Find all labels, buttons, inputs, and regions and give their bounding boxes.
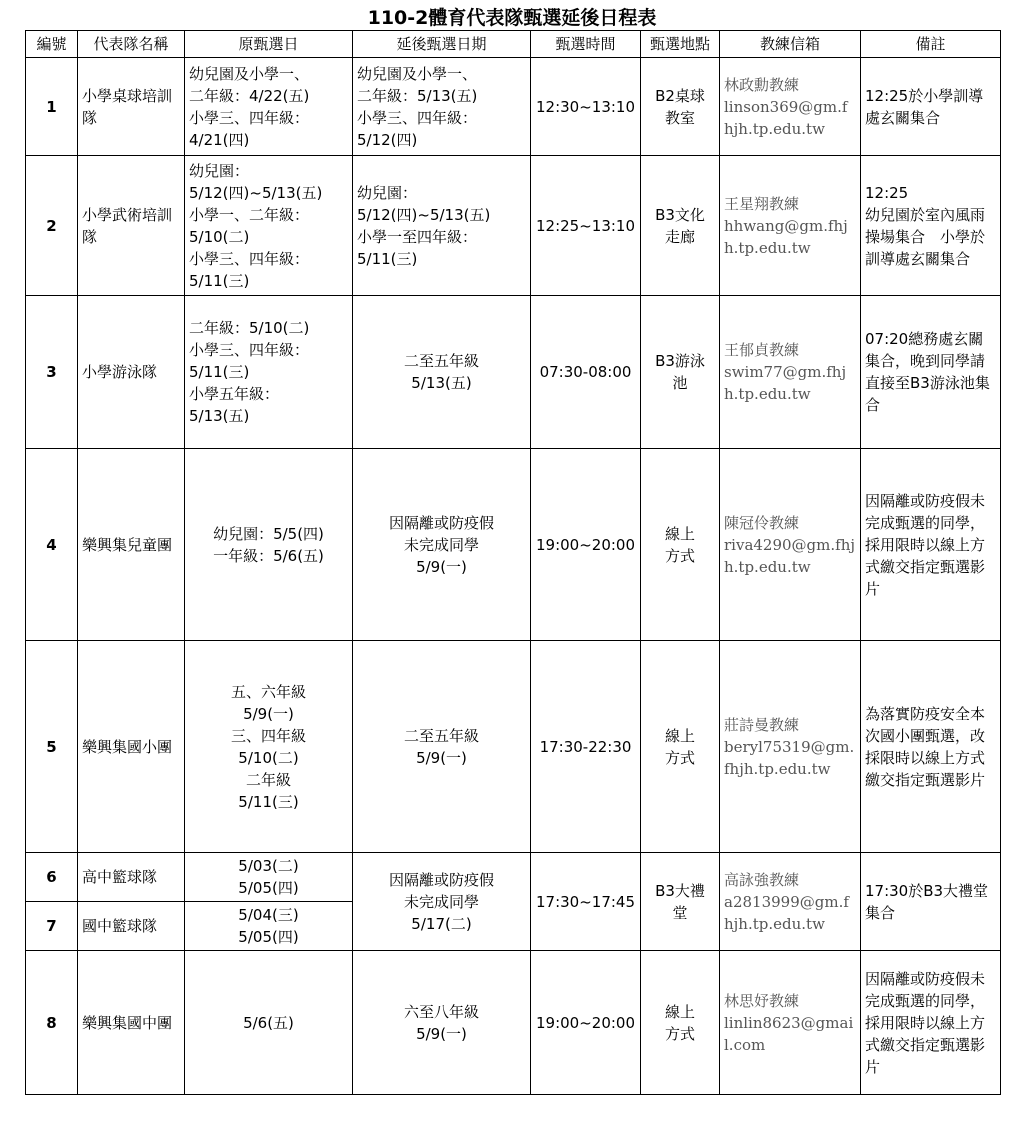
- text-line: 幼兒園於室內風雨操場集合 小學於訓導處玄關集合: [865, 205, 986, 268]
- text-line: 因隔離或防疫假未完成甄選的同學，採用限時以線上方式繳交指定甄選影片: [865, 491, 986, 598]
- selection-time: 17:30-22:30: [531, 641, 641, 853]
- text-line: 5/17(二): [411, 914, 472, 933]
- text-line: 方式: [664, 1024, 695, 1043]
- text-line: 12:25: [865, 183, 909, 202]
- text-line: 5/05(四): [238, 928, 299, 946]
- text-line: 小學三、四年級：: [189, 249, 310, 268]
- header-cell: 代表隊名稱: [78, 31, 185, 58]
- schedule-table: [25, 30, 1001, 1095]
- row-number: 6: [26, 853, 78, 902]
- text-line: 二年級：5/10(二): [189, 319, 310, 337]
- row-number: 3: [26, 296, 78, 449]
- table-row: [26, 641, 1001, 853]
- table-row: [26, 449, 1001, 641]
- team-name: 小學桌球培訓隊: [78, 58, 185, 156]
- coach-name: 陳冠伶教練: [724, 513, 800, 532]
- table-row: [26, 951, 1001, 1095]
- team-name: 樂興集國小團: [78, 641, 185, 853]
- coach-contact: [720, 853, 861, 951]
- header-cell: 編號: [26, 31, 78, 58]
- text-line: 5/12(四)~5/13(五): [357, 205, 491, 224]
- text-line: 5/9(一): [416, 557, 467, 576]
- team-name: 小學武術培訓隊: [78, 156, 185, 296]
- selection-location: [641, 156, 720, 296]
- text-line: 5/9(一): [416, 1024, 467, 1043]
- original-date: [185, 156, 353, 296]
- header-cell: 甄選地點: [641, 31, 720, 58]
- coach-contact: [720, 449, 861, 641]
- text-line: 5/12(四): [357, 130, 418, 149]
- text-line: 二至五年級: [403, 726, 479, 745]
- header-cell: 備註: [861, 31, 1001, 58]
- text-line: 因隔離或防疫假: [388, 870, 494, 889]
- row-number: 2: [26, 156, 78, 296]
- original-date: [185, 853, 353, 902]
- table-row: [26, 296, 1001, 449]
- selection-time: 19:00~20:00: [531, 449, 641, 641]
- text-line: 5/05(四): [238, 879, 299, 897]
- text-line: 三、四年級: [230, 726, 306, 745]
- original-date: [185, 58, 353, 156]
- text-line: 堂: [672, 903, 688, 922]
- text-line: 教室: [664, 108, 695, 127]
- text-line: 二年級：5/13(五): [357, 86, 478, 105]
- postponed-date: [353, 853, 531, 951]
- team-name: 國中籃球隊: [78, 902, 185, 951]
- text-line: 池: [672, 374, 688, 392]
- text-line: 5/10(二): [189, 227, 250, 246]
- table-row: [26, 853, 1001, 902]
- postponed-date: [353, 58, 531, 156]
- text-line: 二年級：4/22(五): [189, 86, 310, 105]
- text-line: 二年級: [245, 770, 291, 789]
- coach-email[interactable]: a2813999@gm.fhjh.tp.edu.tw: [724, 892, 849, 933]
- text-line: 走廊: [664, 227, 695, 246]
- row-number: 1: [26, 58, 78, 156]
- text-line: 12:25於小學訓導處玄關集合: [865, 86, 984, 127]
- coach-name: 高詠強教練: [724, 870, 800, 889]
- postponed-date: [353, 951, 531, 1095]
- coach-contact: [720, 641, 861, 853]
- selection-time: 12:30~13:10: [531, 58, 641, 156]
- text-line: 六至八年級: [403, 1002, 479, 1021]
- coach-email[interactable]: linson369@gm.fhjh.tp.edu.tw: [724, 97, 848, 138]
- row-number: 8: [26, 951, 78, 1095]
- table-row: [26, 58, 1001, 156]
- coach-email[interactable]: swim77@gm.fhjh.tp.edu.tw: [724, 363, 847, 403]
- coach-contact: [720, 156, 861, 296]
- team-name: 高中籃球隊: [78, 853, 185, 902]
- remarks: [861, 58, 1001, 156]
- postponed-date: [353, 296, 531, 449]
- postponed-date: [353, 156, 531, 296]
- text-line: 一年級：5/6(五): [213, 546, 324, 565]
- coach-name: 莊詩曼教練: [724, 715, 800, 734]
- text-line: 5/11(三): [189, 363, 250, 381]
- header-row: [26, 31, 1001, 58]
- selection-location: [641, 58, 720, 156]
- header-cell: 教練信箱: [720, 31, 861, 58]
- selection-location: [641, 641, 720, 853]
- text-line: 5/11(三): [238, 792, 299, 811]
- text-line: 小學三、四年級：: [189, 341, 310, 359]
- text-line: B2桌球: [655, 86, 705, 105]
- text-line: 小學三、四年級：: [189, 108, 310, 127]
- selection-time: 12:25~13:10: [531, 156, 641, 296]
- text-line: 線上: [664, 1002, 695, 1021]
- text-line: 5/11(三): [357, 249, 418, 268]
- text-line: 5/9(一): [243, 704, 294, 723]
- text-line: 4/21(四): [189, 130, 250, 149]
- original-date: [185, 296, 353, 449]
- text-line: B3文化: [655, 205, 705, 224]
- coach-name: 林思妤教練: [724, 991, 800, 1010]
- text-line: 5/03(二): [238, 857, 299, 875]
- text-line: 方式: [664, 748, 695, 767]
- selection-location: [641, 296, 720, 449]
- coach-name: 林政勳教練: [724, 75, 800, 94]
- text-line: 五、六年級: [230, 682, 306, 701]
- coach-contact: [720, 296, 861, 449]
- text-line: 二至五年級: [403, 352, 479, 370]
- team-name: 小學游泳隊: [78, 296, 185, 449]
- remarks: [861, 641, 1001, 853]
- header-cell: 甄選時間: [531, 31, 641, 58]
- original-date: [185, 902, 353, 951]
- row-number: 5: [26, 641, 78, 853]
- text-line: 小學三、四年級：: [357, 108, 478, 127]
- remarks: [861, 296, 1001, 449]
- selection-time: 07:30-08:00: [531, 296, 641, 449]
- text-line: B3大禮: [655, 881, 705, 900]
- text-line: 5/11(三): [189, 271, 250, 290]
- coach-email[interactable]: beryl75319@gm.fhjh.tp.edu.tw: [724, 737, 855, 778]
- coach-contact: [720, 951, 861, 1095]
- text-line: 方式: [664, 546, 695, 565]
- text-line: 幼兒園：5/5(四): [213, 524, 324, 543]
- selection-location: [641, 951, 720, 1095]
- remarks: [861, 951, 1001, 1095]
- coach-contact: [720, 58, 861, 156]
- team-name: 樂興集國中團: [78, 951, 185, 1095]
- text-line: 線上: [664, 726, 695, 745]
- selection-location: [641, 449, 720, 641]
- text-line: 未完成同學: [403, 892, 479, 911]
- row-number: 4: [26, 449, 78, 641]
- header-cell: 原甄選日: [185, 31, 353, 58]
- postponed-date: [353, 641, 531, 853]
- remarks: [861, 156, 1001, 296]
- original-date: [185, 641, 353, 853]
- row-number: 7: [26, 902, 78, 951]
- text-line: 5/9(一): [416, 748, 467, 767]
- original-date: [185, 951, 353, 1095]
- text-line: 5/04(三): [238, 906, 299, 924]
- selection-time: 17:30~17:45: [531, 853, 641, 951]
- text-line: 幼兒園及小學一、: [189, 64, 310, 83]
- text-line: 未完成同學: [403, 535, 479, 554]
- table-row: [26, 156, 1001, 296]
- coach-email[interactable]: hhwang@gm.fhjh.tp.edu.tw: [724, 216, 848, 257]
- text-line: 幼兒園：: [357, 183, 418, 202]
- postponed-date: [353, 449, 531, 641]
- text-line: 因隔離或防疫假未完成甄選的同學，採用限時以線上方式繳交指定甄選影片: [865, 969, 986, 1076]
- text-line: 07:20總務處玄關集合，晚到同學請直接至B3游泳池集合: [865, 330, 990, 414]
- coach-email[interactable]: linlin8623@gmail.com: [724, 1013, 854, 1054]
- team-name: 樂興集兒童團: [78, 449, 185, 641]
- text-line: 5/13(五): [411, 374, 472, 392]
- text-line: 5/6(五): [243, 1013, 294, 1032]
- remarks: [861, 449, 1001, 641]
- text-line: B3游泳: [655, 352, 705, 370]
- text-line: 小學五年級：: [189, 385, 280, 403]
- original-date: [185, 449, 353, 641]
- text-line: 17:30於B3大禮堂集合: [865, 881, 989, 922]
- remarks: [861, 853, 1001, 951]
- coach-name: 王郁貞教練: [724, 341, 800, 359]
- text-line: 幼兒園及小學一、: [357, 64, 478, 83]
- text-line: 為落實防疫安全本次國小團甄選，改採限時以線上方式繳交指定甄選影片: [865, 704, 986, 789]
- text-line: 5/13(五): [189, 407, 250, 425]
- text-line: 小學一、二年級：: [189, 205, 310, 224]
- coach-email[interactable]: riva4290@gm.fhjh.tp.edu.tw: [724, 535, 856, 576]
- text-line: 線上: [664, 524, 695, 543]
- header-cell: 延後甄選日期: [353, 31, 531, 58]
- text-line: 因隔離或防疫假: [388, 513, 494, 532]
- selection-location: [641, 853, 720, 951]
- coach-name: 王星翔教練: [724, 194, 800, 213]
- page-title: 110-2體育代表隊甄選延後日程表: [367, 7, 657, 29]
- selection-time: 19:00~20:00: [531, 951, 641, 1095]
- text-line: 5/12(四)~5/13(五): [189, 183, 323, 202]
- text-line: 小學一至四年級：: [357, 227, 478, 246]
- text-line: 幼兒園：: [189, 161, 250, 180]
- text-line: 5/10(二): [238, 748, 299, 767]
